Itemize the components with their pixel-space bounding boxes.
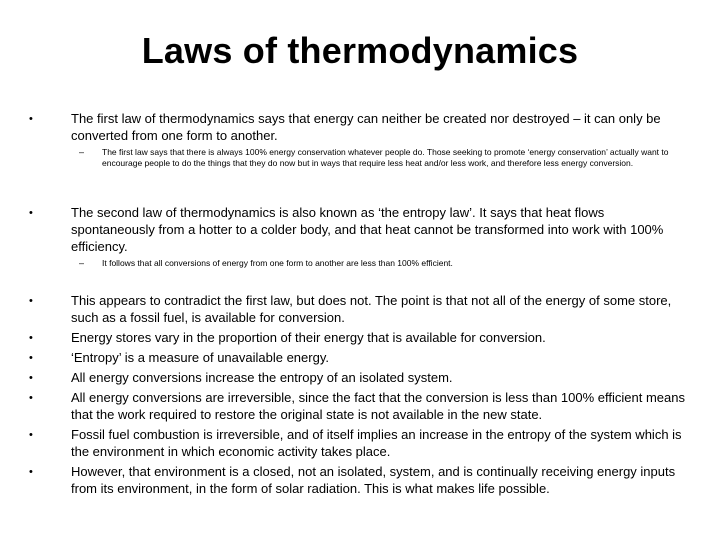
bullet-marker: • bbox=[29, 466, 33, 478]
bullet-text: The first law of thermodynamics says that energy can neither be created nor destroyed – it can only be converted from one form to another. bbox=[71, 111, 661, 143]
dash-marker: – bbox=[79, 258, 85, 268]
sub-bullet-text: The first law says that there is always 100% energy conservation whatever people do. Those seeking to promote ‘energy conservation’ actually want to encourage people to do the things that they do now but in ways that require less heat and/or less work, and therefore less energy conversion. bbox=[102, 147, 669, 168]
dash-marker: – bbox=[79, 147, 85, 157]
bullet-text: This appears to contradict the first law, but does not. The point is that not all of the energy of some store, such as a fossil fuel, is available for conversion. bbox=[71, 293, 672, 325]
bullet-marker: • bbox=[29, 207, 33, 219]
bullet-marker: • bbox=[29, 392, 33, 404]
bullet-text: Energy stores vary in the proportion of their energy that is available for conversion. bbox=[71, 330, 546, 345]
bullet-marker: • bbox=[29, 113, 33, 125]
bullet-marker: • bbox=[29, 332, 33, 344]
bullet-text: All energy conversions increase the entropy of an isolated system. bbox=[71, 370, 453, 385]
bullet-text: ‘Entropy’ is a measure of unavailable energy. bbox=[71, 350, 329, 365]
bullet-marker: • bbox=[29, 372, 33, 384]
bullet-marker: • bbox=[29, 352, 33, 364]
slide-title: Laws of thermodynamics bbox=[141, 30, 579, 71]
bullet-marker: • bbox=[29, 295, 33, 307]
bullet-text: Fossil fuel combustion is irreversible, and of itself implies an increase in the entropy of the system which is the environment in which economic activity takes place. bbox=[71, 427, 682, 459]
bullet-text: However, that environment is a closed, not an isolated, system, and is continually receiving energy inputs from its environment, in the form of solar radiation. This is what makes life possible. bbox=[71, 464, 676, 496]
bullet-text: All energy conversions are irreversible, since the fact that the conversion is less than 100% efficient means that the work required to restore the original state is not available in the new state. bbox=[71, 390, 685, 422]
bullet-text: The second law of thermodynamics is also known as ‘the entropy law’. It says that heat flows spontaneously from a hotter to a colder body, and that heat cannot be transformed into work with 100% efficiency. bbox=[71, 205, 664, 254]
bullet-marker: • bbox=[29, 429, 33, 441]
sub-bullet-text: It follows that all conversions of energy from one form to another are less than 100% efficient. bbox=[102, 258, 453, 268]
